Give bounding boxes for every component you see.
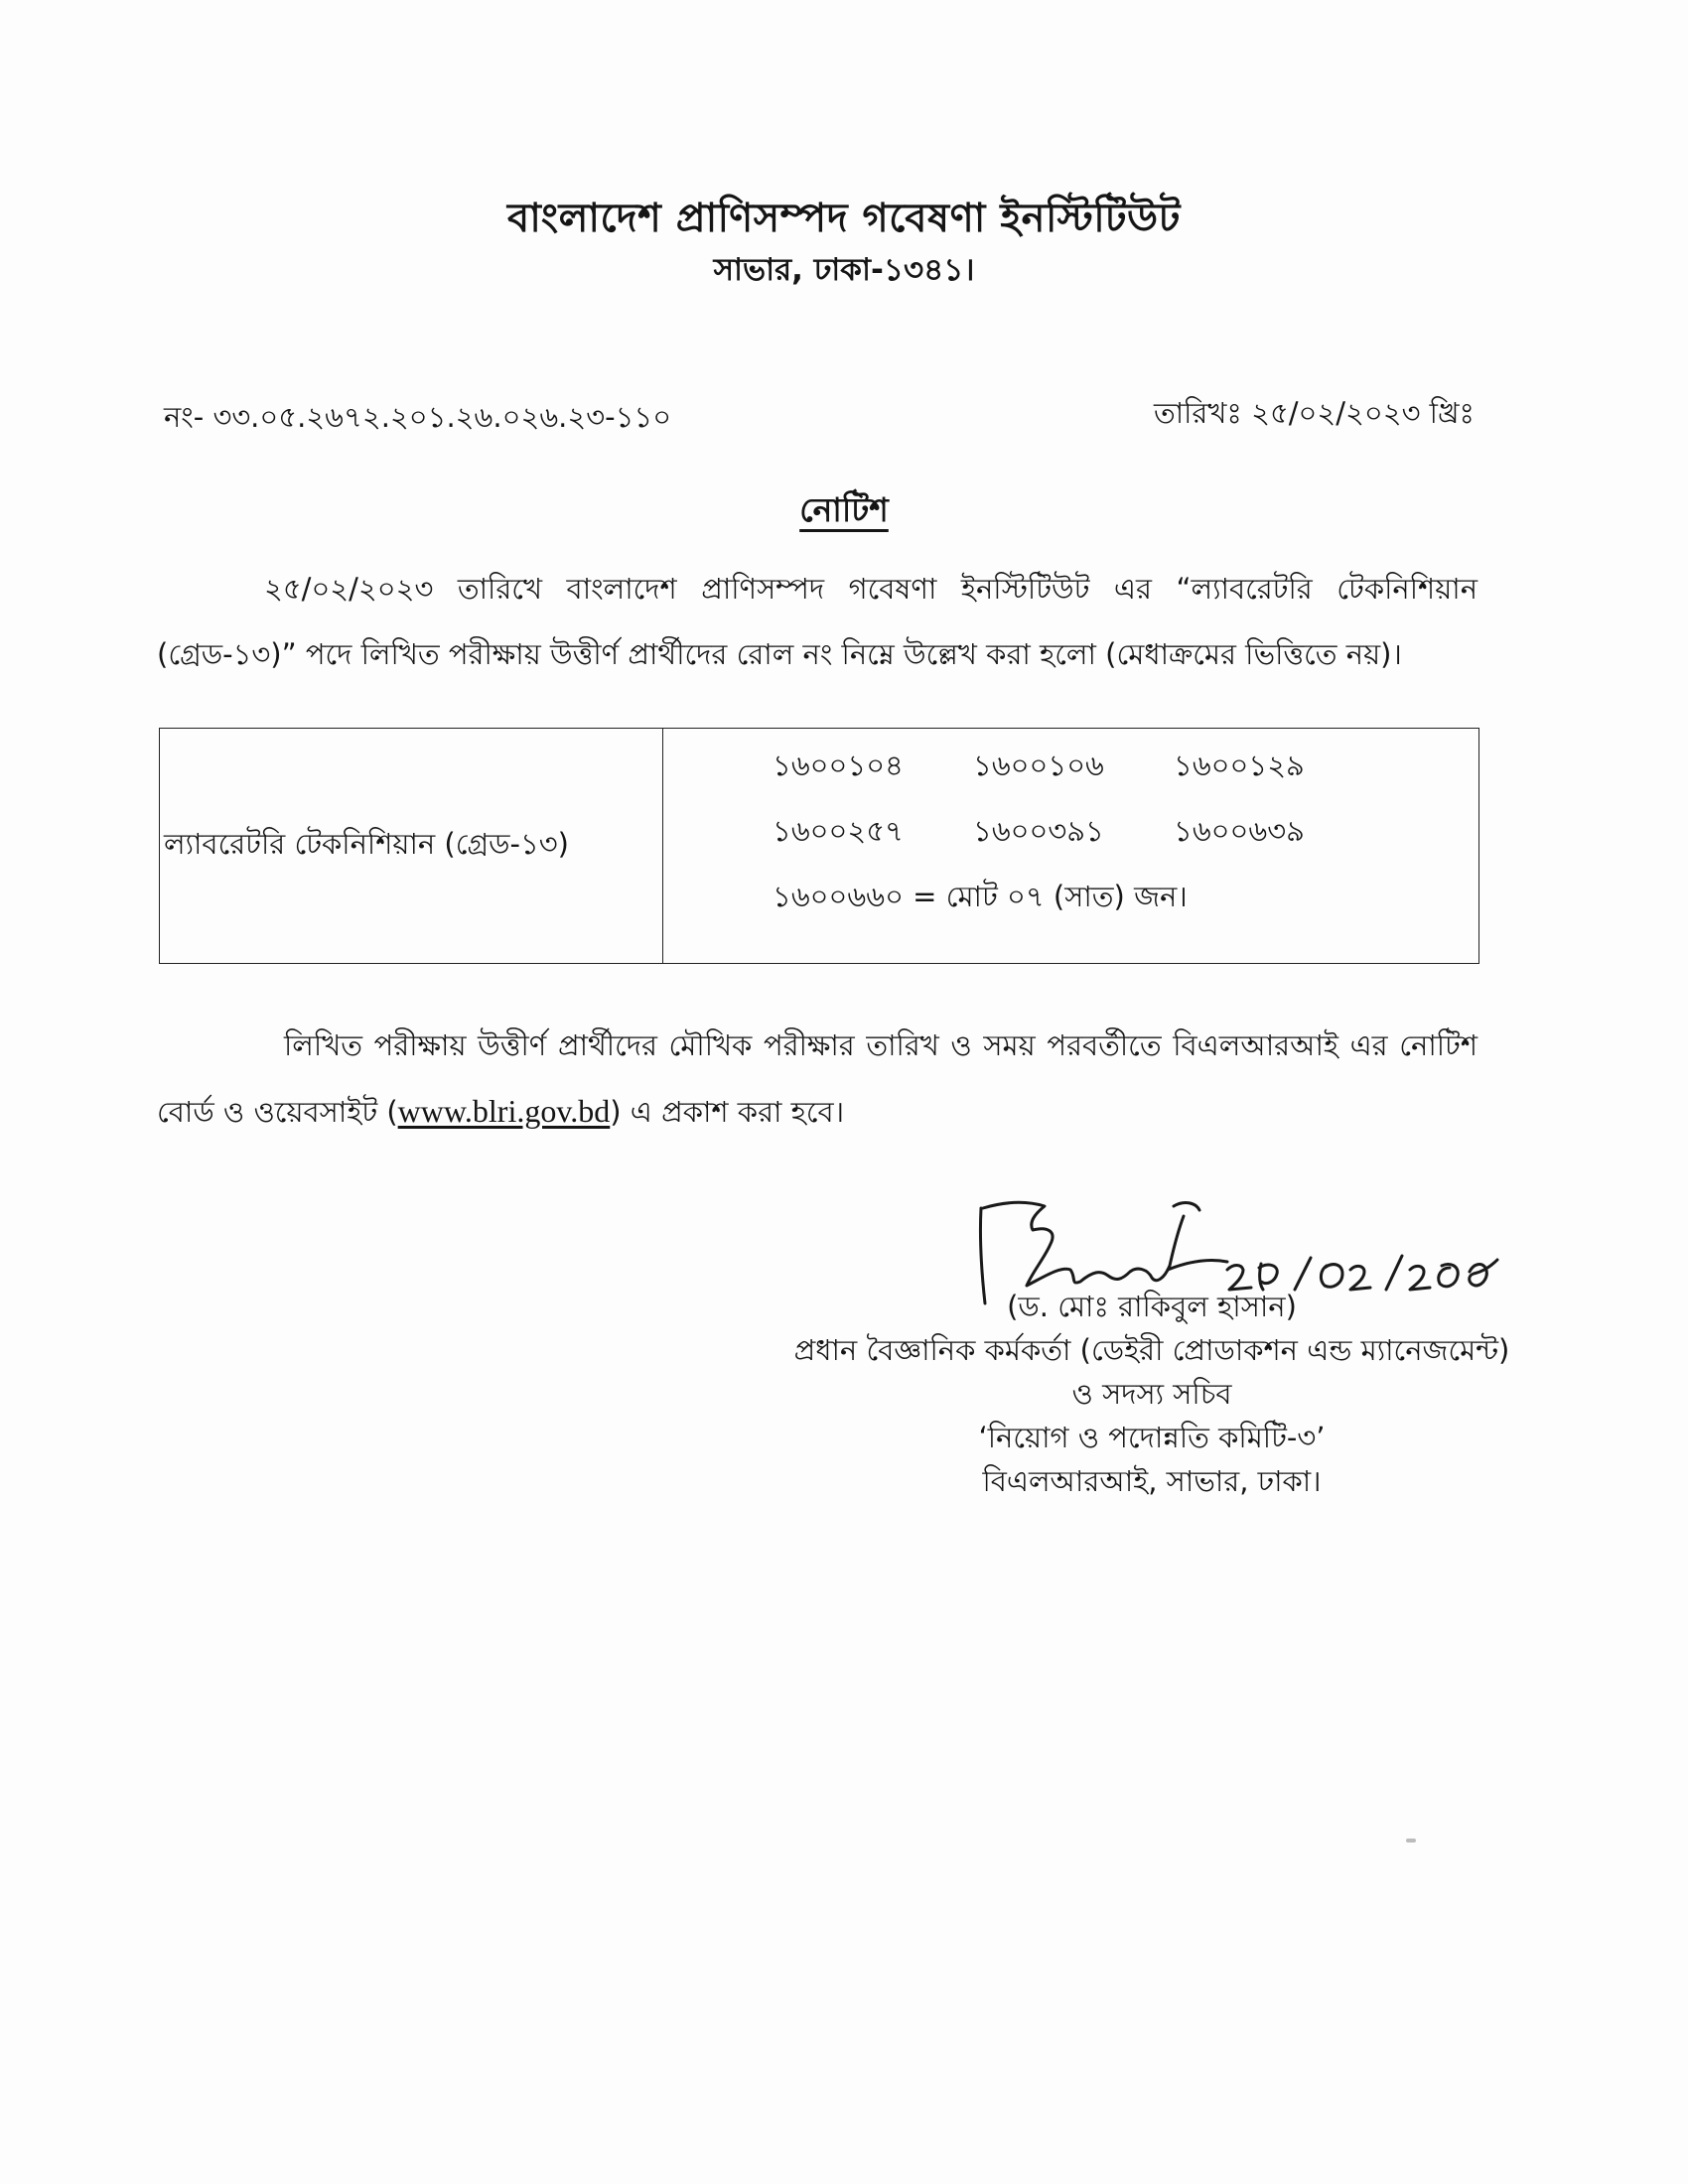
roll-row: [773, 743, 1374, 808]
roll-row: [773, 808, 1374, 874]
roll-numbers-cell: [663, 729, 1479, 964]
signatory-committee: ‘নিয়োগ ও পদোন্নতি কমিটি-৩’: [978, 1421, 1326, 1454]
notice-heading: [0, 484, 1688, 540]
memo-date: তারিখঃ ২৫/০২/২০২৩ খ্রিঃ: [1153, 396, 1475, 430]
organization-address: সাভার, ঢাকা-১৩৪১।: [713, 252, 975, 288]
notice-heading-text: নোটিশ: [799, 490, 889, 529]
followup-text-after: ) এ প্রকাশ করা হবে।: [610, 1095, 845, 1129]
roll-number: ১৬০০১২৯: [1174, 749, 1305, 782]
roll-number: ১৬০০২৫৭: [773, 814, 904, 848]
results-table: [159, 728, 1479, 964]
memo-number: নং- ৩৩.০৫.২৬৭২.২০১.২৬.০২৬.২৩-১১০: [164, 400, 672, 434]
signatory-block: [765, 1285, 1539, 1503]
roll-number-total: ১৬০০৬৬০ = মোট ০৭ (সাত) জন।: [773, 880, 1188, 913]
roll-number: ১৬০০৩৯১: [973, 814, 1104, 848]
roll-row: [773, 874, 1374, 939]
roll-number: ১৬০০১০৪: [773, 749, 904, 782]
table-row: [160, 729, 1479, 964]
followup-text-before: লিখিত পরীক্ষায় উত্তীর্ণ প্রার্থীদের মৌখিক পরীক্ষার তারিখ ও সময় পরবর্তীতে বিএলআরআই এর নোটিশ বোর্ড ও ওয়েবসাইট (: [157, 1028, 1477, 1129]
signatory-office: বিএলআরআই, সাভার, ঢাকা।: [982, 1464, 1322, 1498]
signatory-role: ও সদস্য সচিব: [1071, 1377, 1232, 1411]
scan-speck: [1406, 1839, 1416, 1843]
roll-number: ১৬০০১০৬: [973, 749, 1104, 782]
roll-number-list: [773, 743, 1374, 939]
website-link[interactable]: www.blri.gov.bd: [397, 1093, 611, 1129]
roll-number: ১৬০০৬৩৯: [1174, 814, 1305, 848]
post-name: ল্যাবরেটরি টেকনিশিয়ান (গ্রেড-১৩): [164, 826, 569, 861]
notice-followup-paragraph: [157, 1013, 1477, 1145]
notice-intro-paragraph: ২৫/০২/২০২৩ তারিখে বাংলাদেশ প্রাণিসম্পদ গবেষণা ইনস্টিটিউট এর “ল্যাবরেটরি টেকনিশিয়ান (গ্রেড-১৩)” পদে লিখিত পরীক্ষায় উত্তীর্ণ প্রার্থীদের রোল নং নিম্নে উল্লেখ করা হলো (মেধাক্রমের ভিত্তিতে নয়)।: [157, 572, 1477, 671]
signatory-designation: প্রধান বৈজ্ঞানিক কর্মকর্তা (ডেইরী প্রোডাকশন এন্ড ম্যানেজমেন্ট): [793, 1333, 1510, 1367]
post-name-cell: [160, 729, 663, 964]
signatory-name: (ড. মোঃ রাকিবুল হাসান): [1007, 1290, 1297, 1323]
organization-name: বাংলাদেশ প্রাণিসম্পদ গবেষণা ইনস্টিটিউট: [507, 196, 1181, 241]
